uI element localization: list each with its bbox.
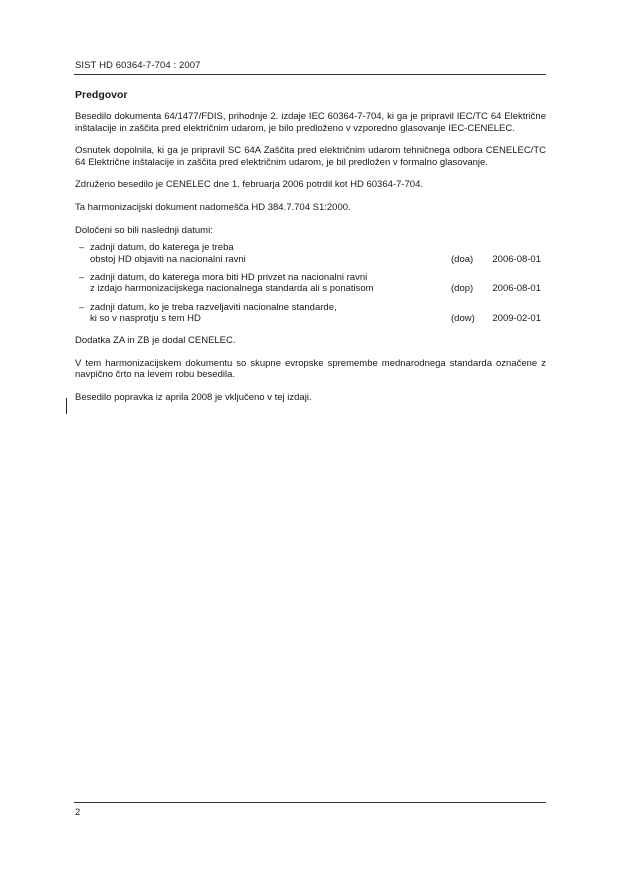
- change-marker-bar: [66, 398, 67, 414]
- date-description-line2: [90, 313, 546, 324]
- list-dash: –: [79, 301, 85, 313]
- paragraph-common-modifications: V tem harmonizacijskem dokumentu so skupne evropske spremembe mednarodnega standarda označene z navpično črto na levem robu besedila.: [75, 357, 546, 381]
- date-description-line2-text: z izdajo harmonizacijskega nacionalnega standarda ali s ponatisom: [90, 283, 374, 295]
- date-description-line1: zadnji datum, do katerega mora biti HD privzet na nacionalni ravni: [90, 271, 368, 283]
- date-description-line1: zadnji datum, do katerega je treba: [90, 242, 234, 254]
- paragraph-approval: Združeno besedilo je CENELEC dne 1. februarja 2006 potrdil kot HD 60364-7-704.: [75, 179, 424, 191]
- date-description-line2: [90, 283, 546, 294]
- date-description-line1: zadnji datum, ko je treba razveljaviti nacionalne standarde,: [90, 301, 337, 313]
- paragraph-corrigendum: Besedilo popravka iz aprila 2008 je vključeno v tej izdaji.: [75, 392, 312, 404]
- date-code: (doa): [451, 253, 474, 265]
- section-title: Predgovor: [75, 89, 128, 101]
- foreword-section: [75, 90, 546, 415]
- date-description-line2-text: obstoj HD objaviti na nacionalni ravni: [90, 253, 246, 265]
- dates-list: [75, 242, 546, 324]
- paragraph-supersedes: Ta harmonizacijski dokument nadomešča HD 384.7.704 S1:2000.: [75, 202, 351, 214]
- paragraph-draft-amendment: Osnutek dopolnila, ki ga je pripravil SC 64A Zaščita pred električnim udarom tehničnega odbora CENELEC/TC 64 Električne inštalacije in zaščita pred električnim udarom, je bil predložen v formalno glasovanje.: [75, 145, 546, 168]
- date-item-dop: [75, 272, 546, 295]
- date-value: 2006-08-01: [492, 253, 541, 265]
- date-value: 2006-08-01: [492, 283, 541, 295]
- date-value: 2009-02-01: [492, 312, 541, 324]
- date-item-doa: [75, 242, 546, 265]
- footer-divider: [74, 802, 546, 803]
- paragraph-fdis-submission: Besedilo dokumenta 64/1477/FDIS, prihodnje 2. izdaje IEC 60364-7-704, ki ga je pripravil IEC/TC 64 Električne inštalacije in zaščita pred električnim udarom, je bilo predloženo v vzporedno glasovanje IEC-CENELEC.: [75, 111, 546, 134]
- paragraph-annexes: Dodatka ZA in ZB je dodal CENELEC.: [75, 335, 236, 347]
- date-description-line2: [90, 254, 546, 265]
- list-dash: –: [79, 242, 85, 254]
- header-divider: [74, 74, 546, 75]
- dates-intro: Določeni so bili naslednji datumi:: [75, 225, 213, 237]
- date-code: (dop): [451, 283, 474, 295]
- page-number: 2: [75, 807, 81, 818]
- list-dash: –: [79, 271, 85, 283]
- date-item-dow: [75, 302, 546, 325]
- date-code: (dow): [451, 312, 475, 324]
- document-id-header: SIST HD 60364-7-704 : 2007: [75, 60, 201, 71]
- date-description-line2-text: ki so v nasprotju s tem HD: [90, 312, 201, 324]
